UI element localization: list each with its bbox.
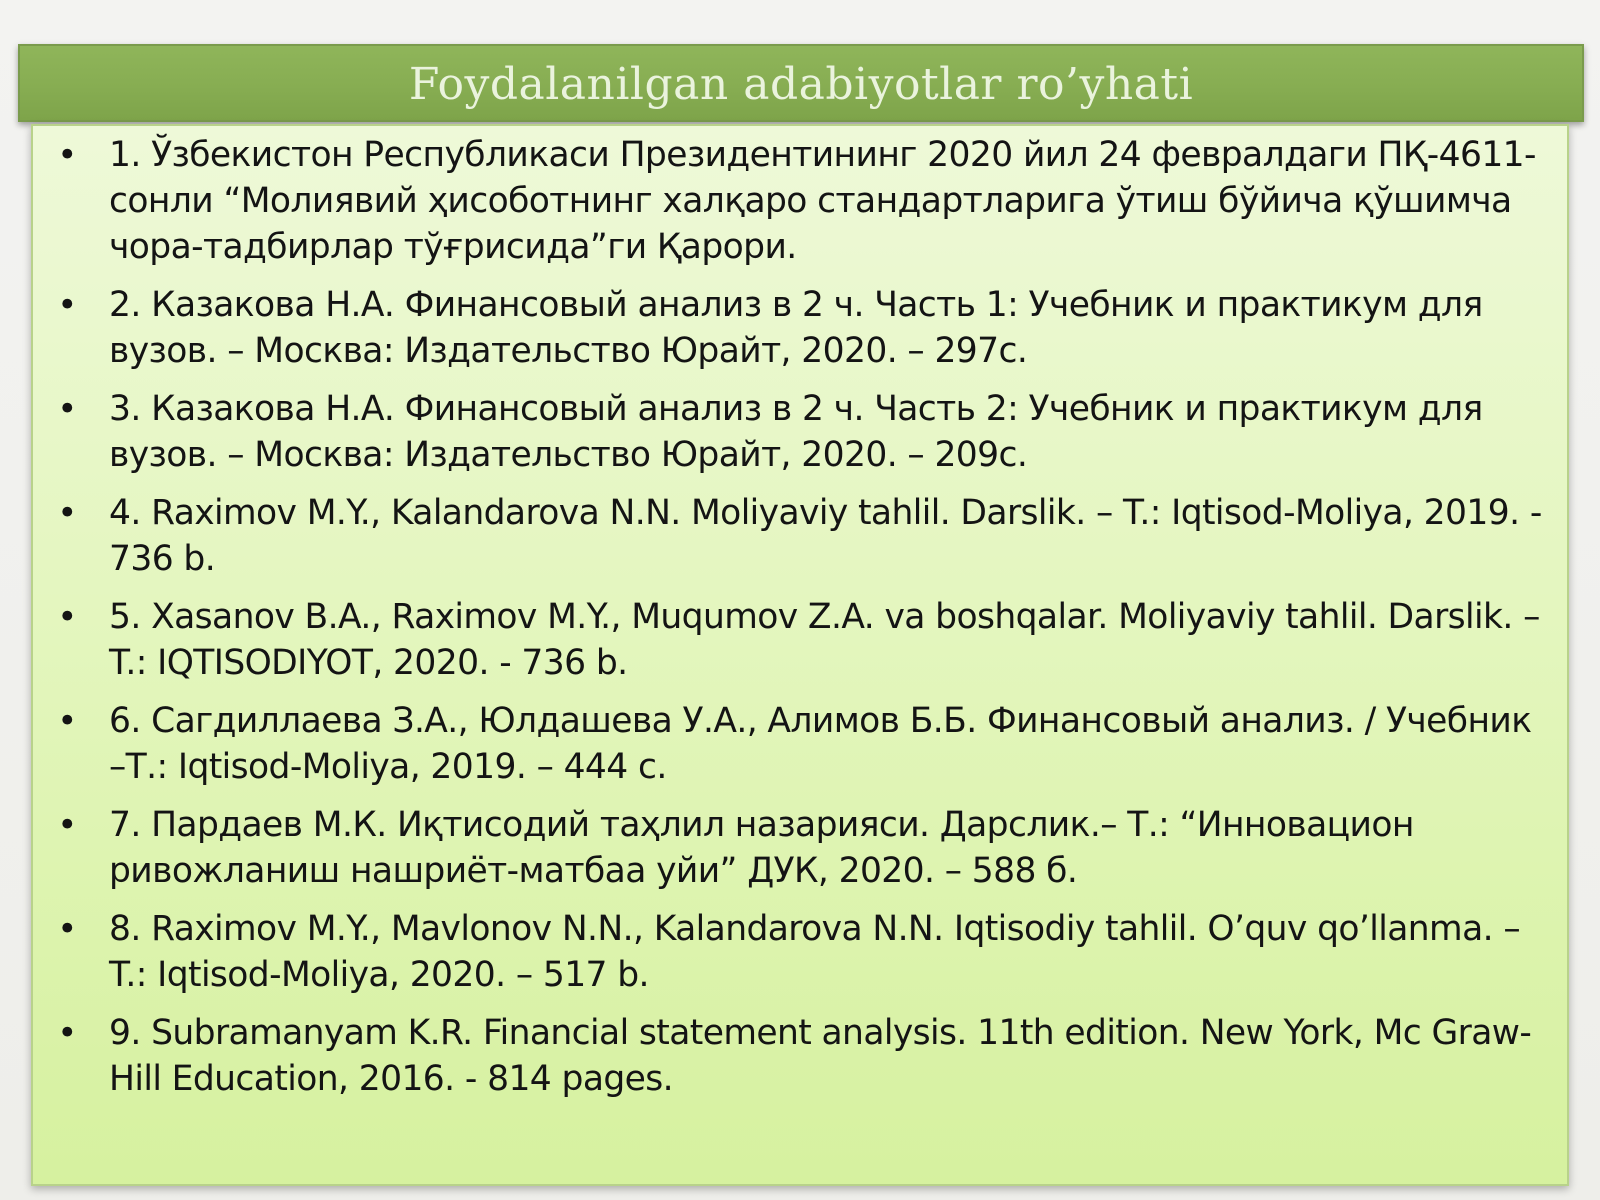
reference-text: 1. Ўзбекистон Республикаси Президентининг 2020 йил 24 февралдаги ПҚ-4611-сонли “Молиявий ҳисоботнинг халқаро стандартларига ўтиш бўйича қўшимча чора-тадбирлар тўғрисида”ги Қарори.: [109, 135, 1536, 267]
reference-item: [33, 132, 1567, 270]
bullet-icon: •: [57, 701, 77, 741]
reference-item: [33, 698, 1567, 790]
reference-text: 4. Raximov M.Y., Kalandarova N.N. Moliyaviy tahlil. Darslik. – T.: Iqtisod-Moliya, 2019. - 736 b.: [109, 493, 1542, 579]
reference-item: [33, 906, 1567, 998]
bullet-icon: •: [57, 389, 77, 429]
reference-text: 2. Казакова Н.А. Финансовый анализ в 2 ч. Часть 1: Учебник и практикум для вузов. – Москва: Издательство Юрайт, 2020. – 297с.: [109, 285, 1483, 371]
reference-item: [33, 490, 1567, 582]
bullet-icon: •: [57, 135, 77, 175]
bullet-icon: •: [57, 909, 77, 949]
title-bar: [18, 44, 1584, 122]
reference-item: [33, 1010, 1567, 1102]
bullet-icon: •: [57, 805, 77, 845]
bullet-icon: •: [57, 493, 77, 533]
bullet-icon: •: [57, 1013, 77, 1053]
bullet-icon: •: [57, 597, 77, 637]
bullet-icon: •: [57, 285, 77, 325]
reference-text: 3. Казакова Н.А. Финансовый анализ в 2 ч. Часть 2: Учебник и практикум для вузов. – Москва: Издательство Юрайт, 2020. – 209с.: [109, 389, 1483, 475]
reference-item: [33, 594, 1567, 686]
reference-item: [33, 386, 1567, 478]
reference-text: 6. Сагдиллаева З.А., Юлдашева У.А., Алимов Б.Б. Финансовый анализ. / Учебник –Т.: Iqtisod-Moliya, 2019. – 444 с.: [109, 701, 1532, 787]
slide-title: Foydalanilgan adabiyotlar ro’yhati: [408, 59, 1194, 110]
references-list: [33, 126, 1567, 1102]
references-box: [31, 124, 1569, 1186]
reference-item: [33, 282, 1567, 374]
reference-text: 5. Xasanov B.A., Raximov M.Y., Muqumov Z.A. va boshqalar. Moliyaviy tahlil. Darslik. – T.: IQTISODIYOT, 2020. - 736 b.: [109, 597, 1540, 683]
reference-text: 9. Subramanyam K.R. Financial statement analysis. 11th edition. New York, Mc Graw-Hill Education, 2016. - 814 pages.: [109, 1013, 1532, 1099]
reference-text: 8. Raximov M.Y., Mavlonov N.N., Kalandarova N.N. Iqtisodiy tahlil. O’quv qo’llanma. – T.: Iqtisod-Moliya, 2020. – 517 b.: [109, 909, 1520, 995]
reference-text: 7. Пардаев М.К. Иқтисодий таҳлил назарияси. Дарслик.– Т.: “Инновацион ривожланиш нашриёт-матбаа уйи” ДУК, 2020. – 588 б.: [109, 805, 1414, 891]
reference-item: [33, 802, 1567, 894]
